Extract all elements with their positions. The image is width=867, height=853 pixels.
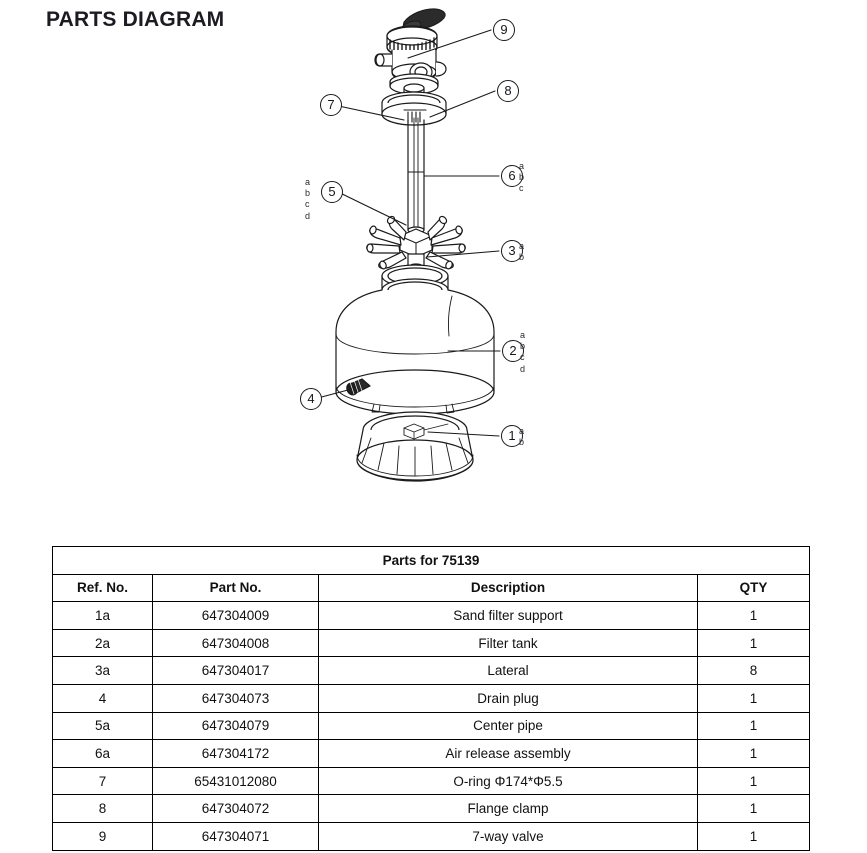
cell-description: Lateral (319, 657, 698, 685)
cell-qty: 8 (698, 657, 810, 685)
cell-ref-no: 3a (53, 657, 153, 685)
cell-description: Sand filter support (319, 602, 698, 630)
lateral-assembly-graphic (367, 215, 466, 273)
table-row (53, 602, 810, 630)
table-row (53, 629, 810, 657)
cell-qty: 1 (698, 602, 810, 630)
cell-description: Drain plug (319, 684, 698, 712)
callout-bubble-5: 5 (321, 181, 343, 203)
callout-bubble-7: 7 (320, 94, 342, 116)
callout-subletters-1: a b (519, 426, 525, 448)
callout-bubble-3: 3 (501, 240, 523, 262)
cell-description: O-ring Φ174*Φ5.5 (319, 767, 698, 795)
table-row (53, 767, 810, 795)
table-caption: Parts for 75139 (53, 547, 810, 575)
cell-ref-no: 2a (53, 629, 153, 657)
cell-qty: 1 (698, 795, 810, 823)
table-row (53, 795, 810, 823)
cell-description: Filter tank (319, 629, 698, 657)
table-caption-row (53, 547, 810, 575)
callout-bubble-6: 6 (501, 165, 523, 187)
parts-table-container (52, 546, 809, 851)
callout-subletters-2: a b c d (520, 330, 526, 374)
cell-part-no: 647304071 (153, 822, 319, 850)
valve-graphic (375, 9, 446, 100)
cell-part-no: 647304079 (153, 712, 319, 740)
cell-description: Flange clamp (319, 795, 698, 823)
cell-qty: 1 (698, 684, 810, 712)
cell-part-no: 647304172 (153, 740, 319, 768)
cell-ref-no: 9 (53, 822, 153, 850)
parts-table (52, 546, 810, 851)
callout-subletters-5: a b c d (305, 177, 311, 221)
table-row (53, 712, 810, 740)
callout-bubble-8: 8 (497, 80, 519, 102)
cell-qty: 1 (698, 629, 810, 657)
column-header-description: Description (319, 574, 698, 602)
cell-qty: 1 (698, 740, 810, 768)
table-row (53, 684, 810, 712)
table-row (53, 657, 810, 685)
cell-ref-no: 7 (53, 767, 153, 795)
parts-table-body (53, 602, 810, 850)
cell-ref-no: 6a (53, 740, 153, 768)
cell-ref-no: 5a (53, 712, 153, 740)
callout-subletters-6: a b c (519, 161, 525, 194)
cell-ref-no: 1a (53, 602, 153, 630)
callout-bubble-4: 4 (300, 388, 322, 410)
callout-bubble-1: 1 (501, 425, 523, 447)
cell-description: Air release assembly (319, 740, 698, 768)
cell-description: Center pipe (319, 712, 698, 740)
column-header-qty: QTY (698, 574, 810, 602)
table-row (53, 740, 810, 768)
column-header-part-no: Part No. (153, 574, 319, 602)
callout-subletters-3: a b (519, 241, 525, 263)
table-row (53, 822, 810, 850)
column-header-ref-no: Ref. No. (53, 574, 153, 602)
cell-ref-no: 4 (53, 684, 153, 712)
cell-part-no: 65431012080 (153, 767, 319, 795)
cell-part-no: 647304009 (153, 602, 319, 630)
table-header-row (53, 574, 810, 602)
cell-part-no: 647304073 (153, 684, 319, 712)
filter-support-graphic (357, 412, 473, 481)
cell-qty: 1 (698, 712, 810, 740)
cell-description: 7-way valve (319, 822, 698, 850)
center-pipe-graphic (408, 118, 424, 233)
callout-bubble-2: 2 (502, 340, 524, 362)
callout-bubble-9: 9 (493, 19, 515, 41)
cell-ref-no: 8 (53, 795, 153, 823)
cell-qty: 1 (698, 822, 810, 850)
page-title: PARTS DIAGRAM (46, 8, 225, 31)
cell-part-no: 647304072 (153, 795, 319, 823)
cell-part-no: 647304008 (153, 629, 319, 657)
cell-part-no: 647304017 (153, 657, 319, 685)
cell-qty: 1 (698, 767, 810, 795)
